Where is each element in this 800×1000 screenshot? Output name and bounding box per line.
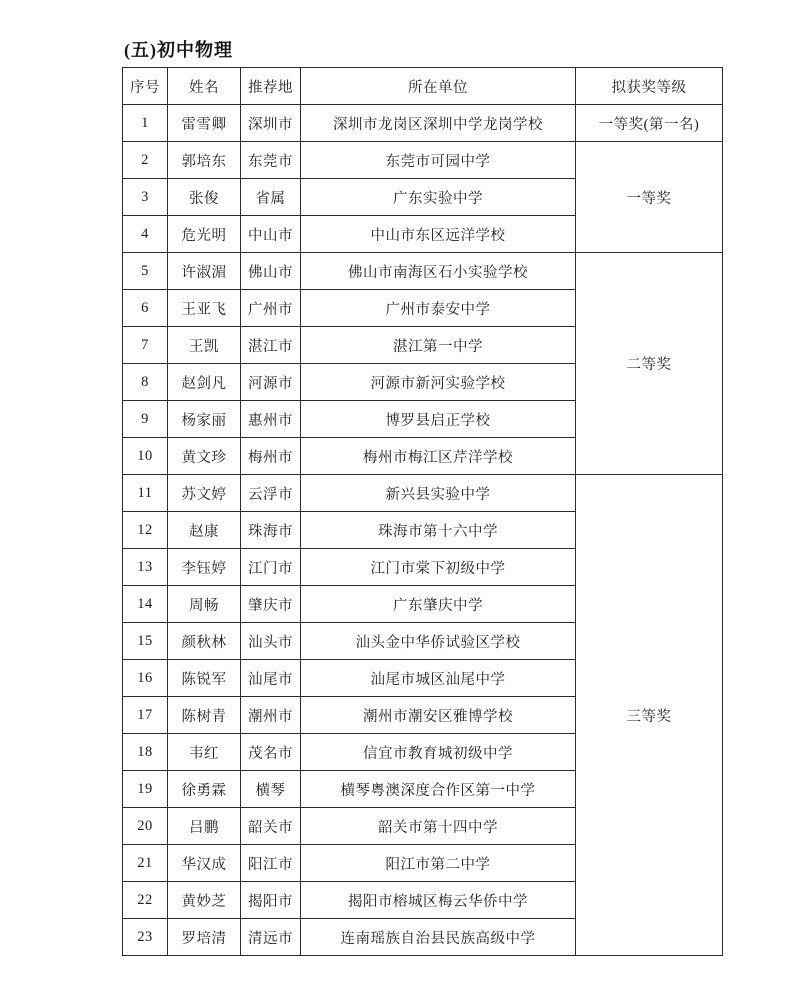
place-cell: 横琴 [241, 771, 301, 808]
place-cell: 江门市 [241, 549, 301, 586]
place-cell: 湛江市 [241, 327, 301, 364]
name-cell: 许淑湄 [168, 253, 241, 290]
school-cell: 珠海市第十六中学 [301, 512, 576, 549]
place-cell: 广州市 [241, 290, 301, 327]
place-cell: 东莞市 [241, 142, 301, 179]
place-cell: 深圳市 [241, 105, 301, 142]
place-cell: 河源市 [241, 364, 301, 401]
row-number-cell: 11 [123, 475, 168, 512]
column-header-0: 序号 [123, 68, 168, 105]
school-cell: 横琴粤澳深度合作区第一中学 [301, 771, 576, 808]
column-header-1: 姓名 [168, 68, 241, 105]
row-number-cell: 6 [123, 290, 168, 327]
name-cell: 雷雪卿 [168, 105, 241, 142]
row-number-cell: 23 [123, 919, 168, 956]
school-cell: 汕尾市城区汕尾中学 [301, 660, 576, 697]
table-row [123, 105, 723, 142]
table-row [123, 142, 723, 179]
place-cell: 省属 [241, 179, 301, 216]
row-number-cell: 5 [123, 253, 168, 290]
row-number-cell: 12 [123, 512, 168, 549]
school-cell: 揭阳市榕城区梅云华侨中学 [301, 882, 576, 919]
place-cell: 清远市 [241, 919, 301, 956]
school-cell: 江门市棠下初级中学 [301, 549, 576, 586]
name-cell: 张俊 [168, 179, 241, 216]
column-header-4: 拟获奖等级 [576, 68, 723, 105]
row-number-cell: 21 [123, 845, 168, 882]
place-cell: 云浮市 [241, 475, 301, 512]
row-number-cell: 2 [123, 142, 168, 179]
name-cell: 周畅 [168, 586, 241, 623]
table-row [123, 253, 723, 290]
name-cell: 赵康 [168, 512, 241, 549]
award-level-cell: 三等奖 [576, 475, 723, 956]
header-row [123, 68, 723, 105]
school-cell: 广州市泰安中学 [301, 290, 576, 327]
column-header-2: 推荐地 [241, 68, 301, 105]
school-cell: 湛江第一中学 [301, 327, 576, 364]
school-cell: 信宜市教育城初级中学 [301, 734, 576, 771]
row-number-cell: 22 [123, 882, 168, 919]
name-cell: 黄妙芝 [168, 882, 241, 919]
name-cell: 危光明 [168, 216, 241, 253]
name-cell: 韦红 [168, 734, 241, 771]
name-cell: 王凯 [168, 327, 241, 364]
place-cell: 中山市 [241, 216, 301, 253]
name-cell: 王亚飞 [168, 290, 241, 327]
place-cell: 汕头市 [241, 623, 301, 660]
place-cell: 珠海市 [241, 512, 301, 549]
name-cell: 郭培东 [168, 142, 241, 179]
row-number-cell: 14 [123, 586, 168, 623]
name-cell: 陈树青 [168, 697, 241, 734]
row-number-cell: 17 [123, 697, 168, 734]
row-number-cell: 10 [123, 438, 168, 475]
name-cell: 徐勇霖 [168, 771, 241, 808]
school-cell: 东莞市可园中学 [301, 142, 576, 179]
school-cell: 佛山市南海区石小实验学校 [301, 253, 576, 290]
row-number-cell: 8 [123, 364, 168, 401]
name-cell: 华汉成 [168, 845, 241, 882]
name-cell: 吕鹏 [168, 808, 241, 845]
name-cell: 罗培清 [168, 919, 241, 956]
place-cell: 茂名市 [241, 734, 301, 771]
school-cell: 深圳市龙岗区深圳中学龙岗学校 [301, 105, 576, 142]
row-number-cell: 20 [123, 808, 168, 845]
award-level-cell: 二等奖 [576, 253, 723, 475]
row-number-cell: 1 [123, 105, 168, 142]
awards-table [122, 67, 723, 956]
school-cell: 连南瑶族自治县民族高级中学 [301, 919, 576, 956]
row-number-cell: 4 [123, 216, 168, 253]
row-number-cell: 7 [123, 327, 168, 364]
award-level-cell: 一等奖 [576, 142, 723, 253]
award-level-cell: 一等奖(第一名) [576, 105, 723, 142]
place-cell: 惠州市 [241, 401, 301, 438]
row-number-cell: 9 [123, 401, 168, 438]
section-title: (五)初中物理 [124, 40, 233, 60]
place-cell: 梅州市 [241, 438, 301, 475]
table-body [123, 105, 723, 956]
school-cell: 梅州市梅江区芹洋学校 [301, 438, 576, 475]
name-cell: 杨家丽 [168, 401, 241, 438]
school-cell: 新兴县实验中学 [301, 475, 576, 512]
school-cell: 河源市新河实验学校 [301, 364, 576, 401]
place-cell: 韶关市 [241, 808, 301, 845]
place-cell: 汕尾市 [241, 660, 301, 697]
place-cell: 佛山市 [241, 253, 301, 290]
school-cell: 汕头金中华侨试验区学校 [301, 623, 576, 660]
school-cell: 中山市东区远洋学校 [301, 216, 576, 253]
name-cell: 陈锐军 [168, 660, 241, 697]
name-cell: 赵剑凡 [168, 364, 241, 401]
row-number-cell: 16 [123, 660, 168, 697]
name-cell: 李钰婷 [168, 549, 241, 586]
school-cell: 广东实验中学 [301, 179, 576, 216]
place-cell: 潮州市 [241, 697, 301, 734]
row-number-cell: 15 [123, 623, 168, 660]
row-number-cell: 13 [123, 549, 168, 586]
place-cell: 肇庆市 [241, 586, 301, 623]
school-cell: 博罗县启正学校 [301, 401, 576, 438]
column-header-3: 所在单位 [301, 68, 576, 105]
table-row [123, 475, 723, 512]
name-cell: 苏文婷 [168, 475, 241, 512]
school-cell: 阳江市第二中学 [301, 845, 576, 882]
school-cell: 韶关市第十四中学 [301, 808, 576, 845]
row-number-cell: 3 [123, 179, 168, 216]
name-cell: 黄文珍 [168, 438, 241, 475]
name-cell: 颜秋林 [168, 623, 241, 660]
school-cell: 潮州市潮安区雅博学校 [301, 697, 576, 734]
school-cell: 广东肇庆中学 [301, 586, 576, 623]
place-cell: 阳江市 [241, 845, 301, 882]
row-number-cell: 18 [123, 734, 168, 771]
place-cell: 揭阳市 [241, 882, 301, 919]
row-number-cell: 19 [123, 771, 168, 808]
